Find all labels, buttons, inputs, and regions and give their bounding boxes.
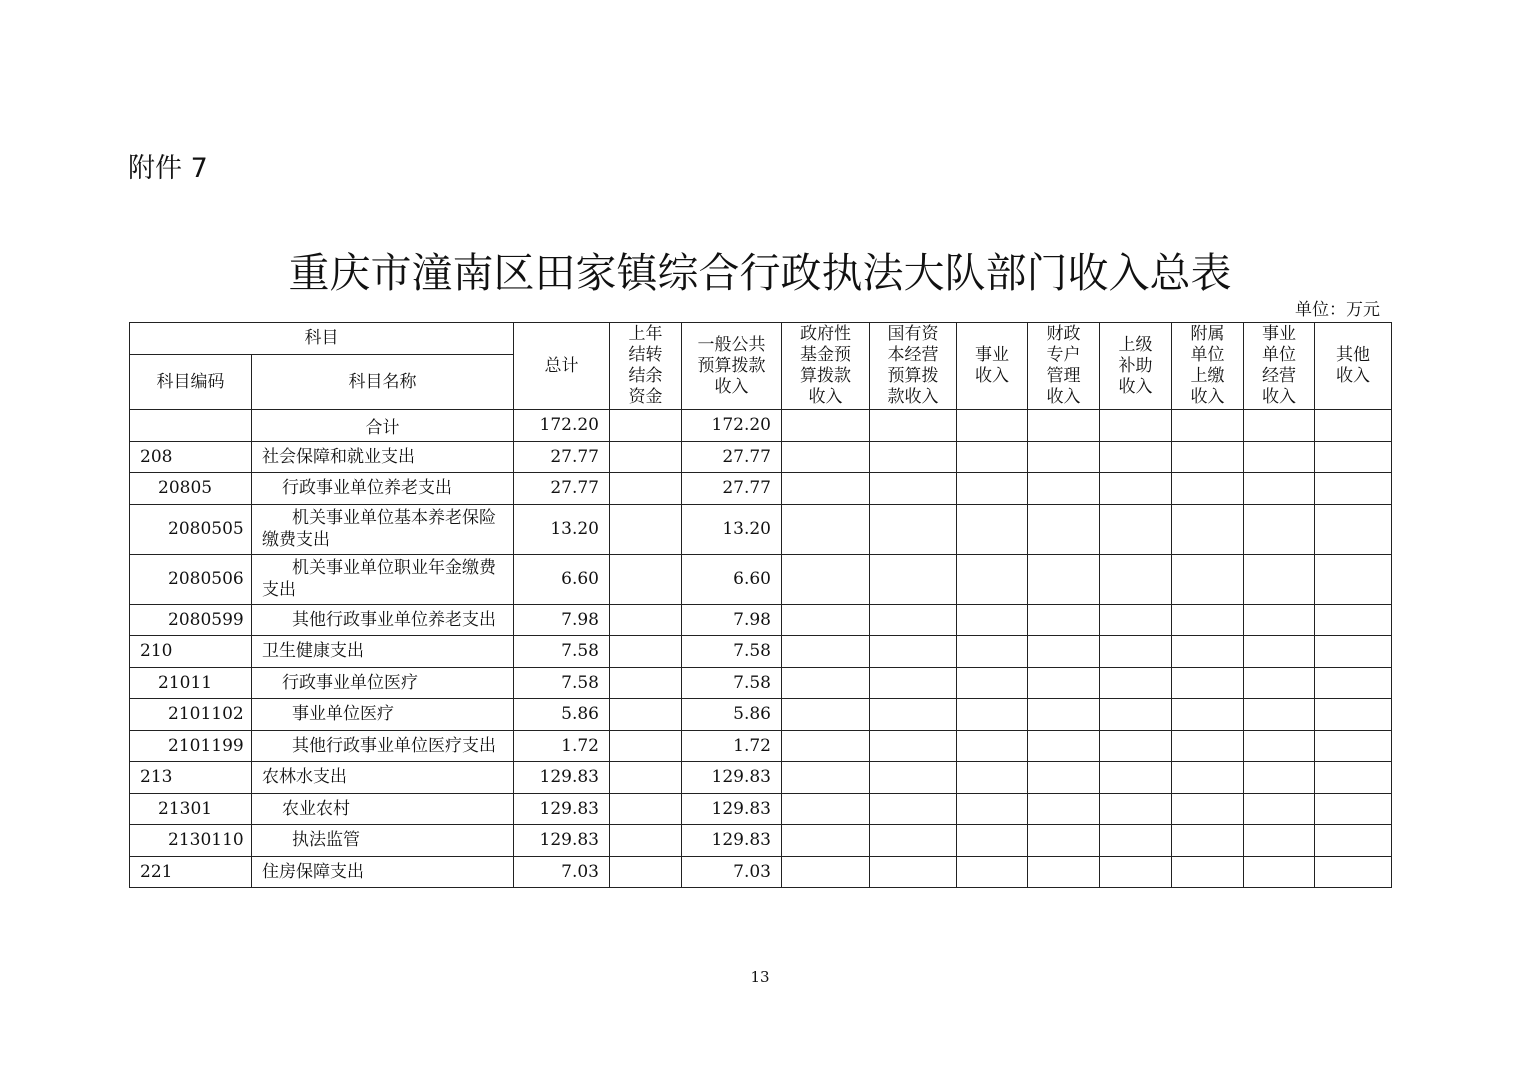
table-row [130, 441, 1392, 473]
header-line: 收入 [1336, 366, 1370, 386]
empty-income-cell [957, 825, 1028, 857]
empty-income-cell [1244, 410, 1315, 442]
empty-income-cell [870, 410, 957, 442]
subject-code-cell: 2130110 [130, 825, 252, 857]
page-title: 重庆市潼南区田家镇综合行政执法大队部门收入总表 [288, 249, 1232, 297]
empty-income-cell [1244, 762, 1315, 794]
empty-income-cell [957, 762, 1028, 794]
carryover-cell [610, 554, 682, 604]
empty-income-cell [1028, 473, 1100, 505]
header-line: 其他 [1336, 345, 1370, 365]
gov-fund-header [782, 323, 870, 410]
subject-name-cell: 农业农村 [252, 793, 514, 825]
empty-income-cell [870, 441, 957, 473]
empty-income-cell [870, 793, 957, 825]
empty-income-cell [782, 554, 870, 604]
empty-income-cell [1244, 504, 1315, 554]
empty-income-cell [870, 667, 957, 699]
header-line: 经营 [1262, 366, 1296, 386]
subject-name-cell: 社会保障和就业支出 [252, 441, 514, 473]
empty-income-cell [782, 762, 870, 794]
empty-income-cell [1172, 554, 1244, 604]
total-cell: 27.77 [514, 473, 610, 505]
carryover-cell [610, 699, 682, 731]
table-row [130, 856, 1392, 888]
empty-income-cell [957, 473, 1028, 505]
empty-income-cell [1100, 730, 1172, 762]
empty-income-cell [1100, 473, 1172, 505]
empty-income-cell [870, 554, 957, 604]
header-line: 一般公共 [697, 334, 766, 355]
empty-income-cell [870, 699, 957, 731]
header-line: 收入 [1118, 376, 1153, 397]
header-row-1 [130, 323, 1392, 355]
header-line: 事业 [975, 345, 1009, 365]
empty-income-cell [782, 504, 870, 554]
table-row [130, 762, 1392, 794]
general-budget-cell: 7.98 [682, 604, 782, 636]
subject-name-header: 科目名称 [252, 355, 514, 410]
empty-income-cell [957, 441, 1028, 473]
empty-income-cell [870, 473, 957, 505]
general-budget-cell: 129.83 [682, 762, 782, 794]
carryover-cell [610, 410, 682, 442]
carryover-header [610, 323, 682, 410]
carryover-cell [610, 793, 682, 825]
carryover-cell [610, 441, 682, 473]
empty-income-cell [1244, 604, 1315, 636]
empty-income-cell [782, 699, 870, 731]
carryover-cell [610, 825, 682, 857]
table-row [130, 473, 1392, 505]
empty-income-cell [1244, 441, 1315, 473]
table-row [130, 504, 1392, 554]
empty-income-cell [1028, 825, 1100, 857]
empty-income-cell [957, 667, 1028, 699]
general-budget-cell: 7.03 [682, 856, 782, 888]
empty-income-cell [782, 856, 870, 888]
empty-income-cell [1028, 667, 1100, 699]
subject-code-cell: 221 [130, 856, 252, 888]
empty-income-cell [782, 410, 870, 442]
empty-income-cell [1315, 504, 1392, 554]
header-line: 附属 [1190, 324, 1225, 344]
general-budget-cell: 7.58 [682, 667, 782, 699]
empty-income-cell [1244, 554, 1315, 604]
empty-income-cell [782, 825, 870, 857]
header-line: 款收入 [887, 387, 939, 407]
header-line: 收入 [808, 387, 843, 407]
empty-income-cell [1028, 699, 1100, 731]
subject-header: 科目 [130, 323, 514, 355]
general-budget-cell: 129.83 [682, 793, 782, 825]
empty-income-cell [1244, 667, 1315, 699]
empty-income-cell [1172, 441, 1244, 473]
subject-code-cell: 208 [130, 441, 252, 473]
carryover-cell [610, 604, 682, 636]
empty-income-cell [1028, 604, 1100, 636]
empty-income-cell [1315, 667, 1392, 699]
total-cell: 6.60 [514, 554, 610, 604]
total-cell: 1.72 [514, 730, 610, 762]
subject-code-cell: 2080505 [130, 504, 252, 554]
header-line: 上级 [1118, 334, 1153, 355]
unit-label: 单位：万元 [1295, 300, 1380, 320]
page-number: 13 [750, 968, 770, 986]
subject-code-cell: 2101102 [130, 699, 252, 731]
subject-name-cell: 农林水支出 [252, 762, 514, 794]
subject-code-cell: 213 [130, 762, 252, 794]
empty-income-cell [1172, 825, 1244, 857]
header-line: 补助 [1118, 355, 1153, 376]
empty-income-cell [1244, 636, 1315, 668]
empty-income-cell [1100, 793, 1172, 825]
empty-income-cell [1100, 856, 1172, 888]
header-line: 国有资 [887, 324, 939, 344]
table-row [130, 554, 1392, 604]
general-budget-cell: 172.20 [682, 410, 782, 442]
empty-income-cell [1028, 410, 1100, 442]
empty-income-cell [782, 793, 870, 825]
empty-income-cell [782, 473, 870, 505]
empty-income-cell [1100, 636, 1172, 668]
subject-name-cell: 行政事业单位医疗 [252, 667, 514, 699]
header-line: 管理 [1046, 366, 1081, 386]
subject-code-cell: 21011 [130, 667, 252, 699]
income-summary-table [129, 322, 1392, 888]
empty-income-cell [782, 667, 870, 699]
empty-income-cell [1315, 730, 1392, 762]
empty-income-cell [1315, 604, 1392, 636]
table-row [130, 730, 1392, 762]
subject-name-cell: 住房保障支出 [252, 856, 514, 888]
empty-income-cell [870, 730, 957, 762]
header-line: 收入 [1262, 387, 1296, 407]
general-budget-cell: 5.86 [682, 699, 782, 731]
table-row [130, 825, 1392, 857]
general-budget-header [682, 323, 782, 410]
empty-income-cell [870, 504, 957, 554]
empty-income-cell [1172, 699, 1244, 731]
subject-code-header: 科目编码 [130, 355, 252, 410]
header-line: 专户 [1046, 345, 1081, 365]
empty-income-cell [1028, 793, 1100, 825]
header-line: 基金预 [800, 345, 851, 365]
carryover-cell [610, 473, 682, 505]
carryover-cell [610, 636, 682, 668]
affiliated-remit-header [1172, 323, 1244, 410]
subject-code-cell: 20805 [130, 473, 252, 505]
empty-income-cell [1315, 856, 1392, 888]
empty-income-cell [1100, 762, 1172, 794]
empty-income-cell [1100, 825, 1172, 857]
attachment-label: 附件 7 [128, 153, 208, 184]
empty-income-cell [1315, 825, 1392, 857]
empty-income-cell [1172, 793, 1244, 825]
general-budget-cell: 27.77 [682, 441, 782, 473]
header-line: 财政 [1046, 324, 1081, 344]
total-cell: 5.86 [514, 699, 610, 731]
empty-income-cell [1315, 636, 1392, 668]
general-budget-cell: 6.60 [682, 554, 782, 604]
empty-income-cell [957, 730, 1028, 762]
subject-code-cell: 2101199 [130, 730, 252, 762]
total-cell: 7.58 [514, 636, 610, 668]
subject-code-cell [130, 410, 252, 442]
business-income-header [957, 323, 1028, 410]
empty-income-cell [1172, 762, 1244, 794]
empty-income-cell [1172, 410, 1244, 442]
state-capital-header [870, 323, 957, 410]
empty-income-cell [1028, 441, 1100, 473]
total-cell: 129.83 [514, 793, 610, 825]
empty-income-cell [1315, 473, 1392, 505]
header-line: 收入 [714, 376, 749, 397]
header-line: 预算拨款 [697, 355, 766, 376]
subject-name-cell: 其他行政事业单位养老支出 [252, 604, 514, 636]
empty-income-cell [957, 554, 1028, 604]
subject-name-cell: 行政事业单位养老支出 [252, 473, 514, 505]
total-cell: 129.83 [514, 825, 610, 857]
empty-income-cell [1028, 504, 1100, 554]
empty-income-cell [870, 856, 957, 888]
empty-income-cell [957, 636, 1028, 668]
table-row [130, 793, 1392, 825]
empty-income-cell [1172, 504, 1244, 554]
subject-code-cell: 2080506 [130, 554, 252, 604]
business-operation-header [1244, 323, 1315, 410]
subject-code-cell: 21301 [130, 793, 252, 825]
header-line: 事业 [1262, 324, 1296, 344]
general-budget-cell: 13.20 [682, 504, 782, 554]
empty-income-cell [870, 762, 957, 794]
header-line: 单位 [1262, 345, 1296, 365]
empty-income-cell [1172, 473, 1244, 505]
empty-income-cell [957, 793, 1028, 825]
header-line: 政府性 [800, 324, 851, 344]
empty-income-cell [957, 410, 1028, 442]
table-row [130, 604, 1392, 636]
subject-code-cell: 210 [130, 636, 252, 668]
empty-income-cell [1244, 699, 1315, 731]
header-line: 本经营 [887, 345, 939, 365]
empty-income-cell [1172, 636, 1244, 668]
empty-income-cell [1172, 604, 1244, 636]
table-row [130, 636, 1392, 668]
empty-income-cell [1172, 856, 1244, 888]
subject-name-cell: 机关事业单位职业年金缴费支出 [252, 554, 514, 604]
subject-name-cell: 卫生健康支出 [252, 636, 514, 668]
empty-income-cell [1100, 410, 1172, 442]
subject-name-cell: 执法监管 [252, 825, 514, 857]
empty-income-cell [1315, 793, 1392, 825]
header-line: 结余 [628, 366, 663, 386]
empty-income-cell [1100, 699, 1172, 731]
carryover-cell [610, 856, 682, 888]
subject-name-cell: 合计 [252, 410, 514, 442]
empty-income-cell [1244, 825, 1315, 857]
total-cell: 7.98 [514, 604, 610, 636]
header-line: 上年 [628, 324, 663, 344]
total-cell: 13.20 [514, 504, 610, 554]
other-income-header [1315, 323, 1392, 410]
empty-income-cell [1028, 636, 1100, 668]
superior-subsidy-header [1100, 323, 1172, 410]
empty-income-cell [1100, 554, 1172, 604]
total-cell: 129.83 [514, 762, 610, 794]
carryover-cell [610, 504, 682, 554]
empty-income-cell [1244, 473, 1315, 505]
empty-income-cell [1028, 730, 1100, 762]
general-budget-cell: 7.58 [682, 636, 782, 668]
header-line: 上缴 [1190, 366, 1225, 386]
empty-income-cell [782, 636, 870, 668]
empty-income-cell [782, 730, 870, 762]
header-line: 收入 [1046, 387, 1081, 407]
empty-income-cell [957, 699, 1028, 731]
empty-income-cell [870, 604, 957, 636]
empty-income-cell [1028, 762, 1100, 794]
general-budget-cell: 129.83 [682, 825, 782, 857]
empty-income-cell [782, 604, 870, 636]
empty-income-cell [1172, 730, 1244, 762]
empty-income-cell [1244, 793, 1315, 825]
general-budget-cell: 27.77 [682, 473, 782, 505]
table-row [130, 699, 1392, 731]
carryover-cell [610, 730, 682, 762]
empty-income-cell [1100, 441, 1172, 473]
empty-income-cell [1100, 667, 1172, 699]
empty-income-cell [1315, 410, 1392, 442]
fiscal-special-header [1028, 323, 1100, 410]
header-line: 预算拨 [887, 366, 939, 386]
empty-income-cell [957, 856, 1028, 888]
empty-income-cell [870, 636, 957, 668]
empty-income-cell [1100, 604, 1172, 636]
empty-income-cell [1100, 504, 1172, 554]
total-header: 总计 [514, 323, 610, 410]
header-line: 收入 [975, 366, 1009, 386]
empty-income-cell [1028, 554, 1100, 604]
table-row [130, 667, 1392, 699]
empty-income-cell [1315, 441, 1392, 473]
empty-income-cell [1028, 856, 1100, 888]
empty-income-cell [1315, 762, 1392, 794]
empty-income-cell [1315, 554, 1392, 604]
empty-income-cell [870, 825, 957, 857]
subject-name-cell: 其他行政事业单位医疗支出 [252, 730, 514, 762]
subject-code-cell: 2080599 [130, 604, 252, 636]
header-line: 算拨款 [800, 366, 851, 386]
carryover-cell [610, 762, 682, 794]
header-line: 结转 [628, 345, 663, 365]
empty-income-cell [1244, 856, 1315, 888]
empty-income-cell [1244, 730, 1315, 762]
empty-income-cell [957, 604, 1028, 636]
total-cell: 27.77 [514, 441, 610, 473]
header-line: 单位 [1190, 345, 1225, 365]
subject-name-cell: 机关事业单位基本养老保险缴费支出 [252, 504, 514, 554]
total-row [130, 410, 1392, 442]
empty-income-cell [957, 504, 1028, 554]
total-cell: 7.58 [514, 667, 610, 699]
total-cell: 7.03 [514, 856, 610, 888]
empty-income-cell [1315, 699, 1392, 731]
header-line: 收入 [1190, 387, 1225, 407]
empty-income-cell [782, 441, 870, 473]
subject-name-cell: 事业单位医疗 [252, 699, 514, 731]
empty-income-cell [1172, 667, 1244, 699]
total-cell: 172.20 [514, 410, 610, 442]
header-line: 资金 [628, 387, 663, 407]
carryover-cell [610, 667, 682, 699]
general-budget-cell: 1.72 [682, 730, 782, 762]
